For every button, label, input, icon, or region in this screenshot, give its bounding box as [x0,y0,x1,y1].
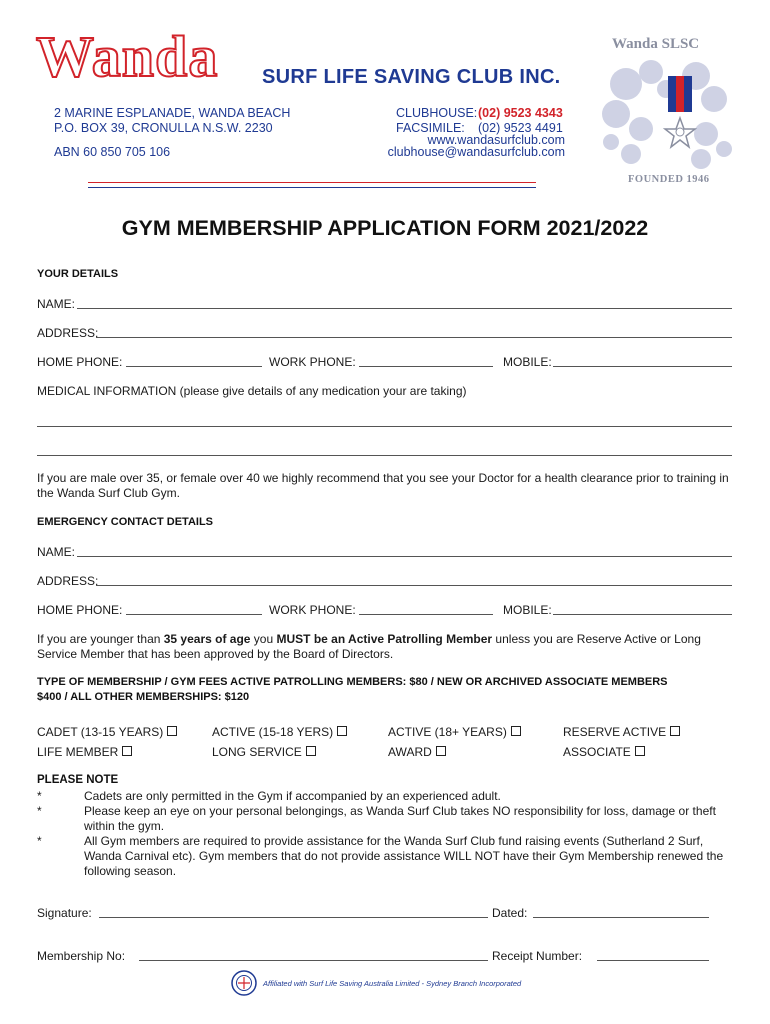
emergency-work-phone-field[interactable] [359,604,493,615]
note-item-2: Please keep an eye on your personal belongings, as Wanda Surf Club takes NO responsibility for loss, damage or theft within the gym. [84,804,716,833]
form-title: GYM MEMBERSHIP APPLICATION FORM 2021/2022 [121,216,649,240]
dated-label: Dated: [492,906,528,920]
fax-label: FACSIMILE: [396,121,465,135]
checkbox[interactable] [436,746,446,756]
membership-option-award[interactable]: AWARD [388,745,446,759]
address-line-2: P.O. BOX 39, CRONULLA N.S.W. 2230 [54,121,273,135]
affiliation-footer: Affiliated with Surf Life Saving Australia Limited - Sydney Branch Incorporated [263,979,522,988]
emergency-name-field[interactable] [77,546,732,557]
membership-no-label: Membership No: [37,949,126,963]
emergency-home-phone-label: HOME PHONE: [37,603,123,617]
membership-option-active-18-plus[interactable]: ACTIVE (18+ YEARS) [388,725,521,739]
emergency-work-phone-label: WORK PHONE: [269,603,356,617]
emergency-name-label: NAME: [37,545,76,559]
club-website: www.wandasurfclub.com [427,133,565,147]
membership-option-active-15-18[interactable]: ACTIVE (15-18 YERS) [212,725,347,739]
address-label: ADDRESS: [37,326,99,340]
name-field[interactable] [77,298,732,309]
emergency-address-field[interactable] [96,575,732,586]
checkbox[interactable] [167,726,177,736]
checkbox[interactable] [511,726,521,736]
dated-field[interactable] [533,907,709,918]
emergency-home-phone-field[interactable] [126,604,262,615]
checkbox[interactable] [122,746,132,756]
clubhouse-phone: (02) 9523 4343 [478,106,563,120]
bullet-3: * [37,834,42,848]
checkbox[interactable] [670,726,680,736]
receipt-number-field[interactable] [597,950,709,961]
home-phone-label: HOME PHONE: [37,355,123,369]
emergency-heading: EMERGENCY CONTACT DETAILS [37,516,214,528]
home-phone-field[interactable] [126,356,262,367]
membership-no-field[interactable] [139,950,488,961]
please-note-heading: PLEASE NOTE [37,774,119,786]
membership-option-life-member[interactable]: LIFE MEMBER [37,745,132,759]
health-clearance-note: If you are male over 35, or female over 40 we highly recommend that you see your Doctor for a health clearance prior to training in the Wanda Surf Club Gym. [37,471,729,500]
membership-fees-heading-1: TYPE OF MEMBERSHIP / GYM FEES ACTIVE PATROLLING MEMBERS: $80 / NEW OR ARCHIVED ASSOCIATE MEMBERS [37,676,668,688]
emergency-address-label: ADDRESS: [37,574,99,588]
club-crest-icon [596,54,736,174]
medical-info-field-2[interactable] [37,445,732,456]
note-item-3: All Gym members are required to provide assistance for the Wanda Surf Club fund raising events (Sutherland 2 Surf, Wanda Carnival etc). Gym members that do not provide assistance WILL NOT have their Gym Membership renewed the following season. [84,834,724,878]
your-details-heading: YOUR DETAILS [37,268,119,280]
membership-option-associate[interactable]: ASSOCIATE [563,745,645,759]
crest-founded: FOUNDED 1946 [628,174,710,185]
abn: ABN 60 850 705 106 [54,145,171,159]
clubhouse-label: CLUBHOUSE: [396,106,478,120]
signature-field[interactable] [99,907,488,918]
membership-fees-heading-2: $400 / ALL OTHER MEMBERSHIPS: $120 [37,691,250,703]
slsa-emblem-icon [231,970,257,996]
membership-option-reserve-active[interactable]: RESERVE ACTIVE [563,725,680,739]
club-logo-wordmark: Wanda [36,24,219,89]
checkbox[interactable] [635,746,645,756]
note-item-1: Cadets are only permitted in the Gym if accompanied by an experienced adult. [84,789,501,803]
mobile-field[interactable] [553,356,732,367]
crest-title: Wanda SLSC [612,36,700,52]
header-divider-red [88,182,536,183]
medical-info-label: MEDICAL INFORMATION (please give details of any medication your are taking) [37,384,467,398]
membership-option-long-service[interactable]: LONG SERVICE [212,745,316,759]
mobile-label: MOBILE: [503,355,552,369]
membership-option-cadet[interactable]: CADET (13-15 YEARS) [37,725,177,739]
club-email: clubhouse@wandasurfclub.com [387,145,565,159]
address-field[interactable] [96,327,732,338]
bullet-1: * [37,789,42,803]
medical-info-field-1[interactable] [37,416,732,427]
work-phone-label: WORK PHONE: [269,355,356,369]
checkbox[interactable] [306,746,316,756]
fax-phone: (02) 9523 4491 [478,121,563,135]
signature-label: Signature: [37,906,92,920]
work-phone-field[interactable] [359,356,493,367]
bullet-2: * [37,804,42,818]
receipt-number-label: Receipt Number: [492,949,583,963]
checkbox[interactable] [337,726,347,736]
club-name: SURF LIFE SAVING CLUB INC. [262,66,561,88]
header-divider-blue [88,187,536,188]
emergency-mobile-label: MOBILE: [503,603,552,617]
emergency-mobile-field[interactable] [553,604,732,615]
name-label: NAME: [37,297,76,311]
address-line-1: 2 MARINE ESPLANADE, WANDA BEACH [54,106,291,120]
age-requirement-note: If you are younger than 35 years of age you MUST be an Active Patrolling Member unless you are Reserve Active or Long Service Member that has been approved by the Board of Directors. [37,632,701,661]
